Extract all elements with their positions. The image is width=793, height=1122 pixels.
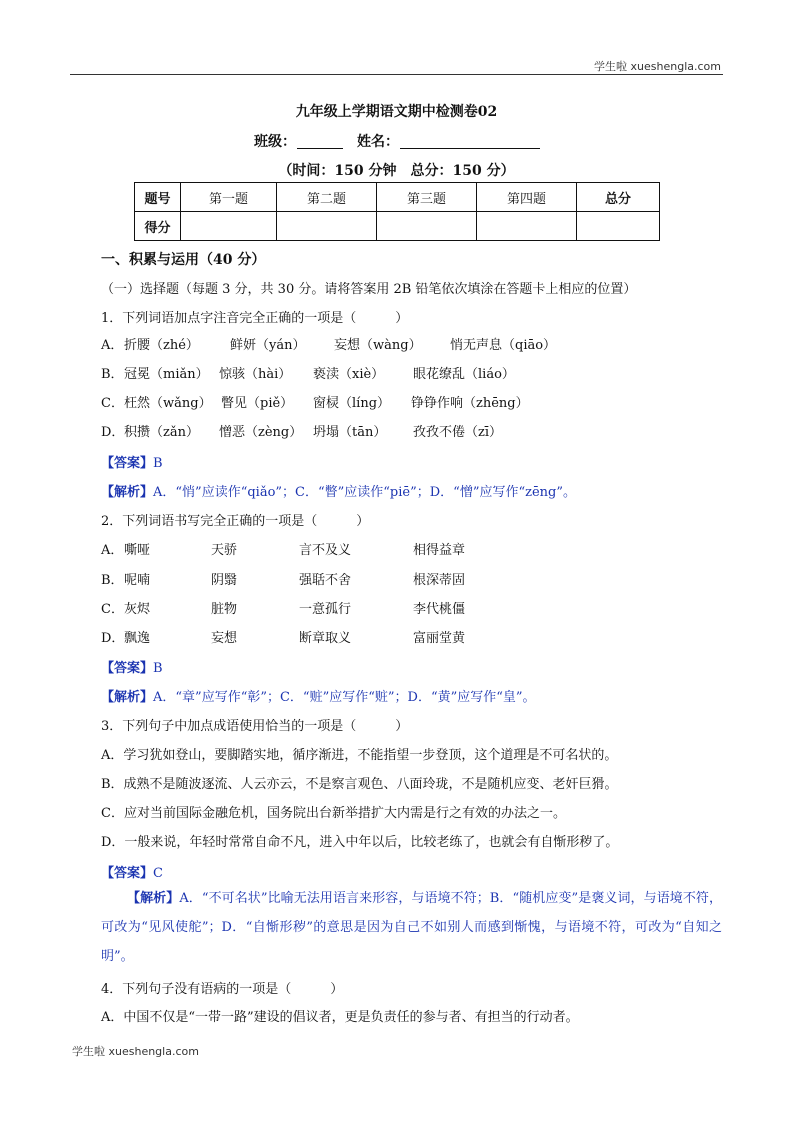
score-row-label: 得分	[135, 212, 181, 241]
option-item: 窗棂（líng）	[313, 396, 391, 411]
option-item: 枉然（wǎng）	[124, 396, 212, 411]
header-site: 学生啦 xueshengla.com	[594, 60, 721, 73]
explain-tag: 【解析】	[101, 485, 154, 500]
option-item: 孜孜不倦（zī）	[413, 425, 503, 440]
explain-tag: 【解析】	[101, 690, 154, 705]
explain-text: A．“不可名状”比喻无法用语言来形容，与语境不符；B．“随机应变”是褒义词，与语境不符，可改为“见风使舵”；D．“自惭形秽”的意思是因为自己不如别人而感到惭愧，与语境不符，可改为“自知之明”。	[101, 891, 722, 964]
option-item: 折腰（zhé）	[124, 338, 199, 353]
question-3-option-a: A．学习犹如登山，要脚踏实地，循序渐进，不能指望一步登顶，这个道理是不可名状的。	[101, 748, 618, 763]
answer-tag: 【答案】	[101, 661, 154, 676]
option-item: 阴翳	[211, 573, 238, 588]
class-label: 班级：	[254, 134, 296, 150]
score-table-score-row	[135, 212, 660, 241]
question-4-option-a: A．中国不仅是“一带一路”建设的倡议者，更是负责任的参与者、有担当的行动者。	[101, 1010, 579, 1025]
answer-value: B	[153, 456, 163, 471]
question-4-stem: 4．下列句子没有语病的一项是（ ）	[101, 982, 344, 997]
score-cell	[377, 212, 477, 241]
option-item: 相得益章	[413, 543, 466, 558]
option-item: 冠冕（miǎn）	[124, 367, 209, 382]
score-table-header-row	[135, 183, 660, 212]
question-3-answer	[101, 862, 163, 881]
option-item: 悄无声息（qiāo）	[450, 338, 557, 353]
explain-tag: 【解析】	[127, 891, 180, 906]
question-3-option-b: B．成熟不是随波逐流、人云亦云，不是察言观色、八面玲珑，不是随机应变、老奸巨猾。	[101, 777, 618, 792]
question-1-stem: 1．下列词语加点字注音完全正确的一项是（ ）	[101, 311, 409, 326]
question-3-option-d: D．一般来说，年轻时常常自命不凡，进入中年以后，比较老练了，也就会有自惭形秽了。	[101, 835, 619, 850]
explain-text: A．“悄”应读作“qiǎo”；C．“瞥”应读作“piē”；D．“憎”应写作“zēng”。	[153, 485, 576, 500]
option-item: 惊骇（hài）	[219, 367, 292, 382]
answer-value: C	[153, 866, 163, 881]
question-2-explanation	[101, 686, 536, 705]
question-3-stem: 3．下列句子中加点成语使用恰当的一项是（ ）	[101, 719, 409, 734]
score-cell	[181, 212, 277, 241]
option-letter: D．	[101, 425, 125, 440]
option-item: 瞥见（piě）	[221, 396, 294, 411]
page-title: 九年级上学期语文期中检测卷02	[295, 104, 498, 120]
answer-value: B	[153, 661, 163, 676]
option-item: 铮铮作响（zhēng）	[411, 396, 529, 411]
score-table-header: 总分	[577, 183, 660, 212]
option-item: 亵渎（xiè）	[313, 367, 385, 382]
option-item: 强聒不舍	[299, 573, 352, 588]
option-item: 积攒（zǎn）	[124, 425, 199, 440]
option-item: 憎恶（zèng）	[219, 425, 303, 440]
score-table-header: 第四题	[477, 183, 577, 212]
option-item: 灰烬	[124, 602, 151, 617]
score-cell	[477, 212, 577, 241]
question-3-explanation	[101, 884, 722, 971]
option-item: 根深蒂固	[413, 573, 466, 588]
score-cell	[277, 212, 377, 241]
option-item: 一意孤行	[299, 602, 352, 617]
option-item: 飘逸	[124, 631, 151, 646]
question-2-stem: 2．下列词语书写完全正确的一项是（ ）	[101, 514, 370, 529]
option-item: 李代桃僵	[413, 602, 466, 617]
score-table-header: 第一题	[181, 183, 277, 212]
question-3-option-c: C．应对当前国际金融危机，国务院出台新举措扩大内需是行之有效的办法之一。	[101, 806, 566, 821]
option-item: 呢喃	[124, 573, 151, 588]
option-letter: C．	[101, 602, 124, 617]
option-item: 眼花缭乱（liáo）	[413, 367, 515, 382]
option-letter: A．	[101, 543, 124, 558]
section-intro: （一）选择题（每题 3 分，共 30 分。请将答案用 2B 铅笔依次填涂在答题卡上相应的位置）	[101, 282, 637, 297]
option-letter: D．	[101, 631, 125, 646]
time-info: （时间：150 分钟 总分：150 分）	[278, 163, 515, 179]
section-heading: 一、积累与运用（40 分）	[101, 252, 266, 268]
option-letter: B．	[101, 367, 124, 382]
name-blank	[400, 148, 540, 149]
footer-site: 学生啦 xueshengla.com	[72, 1045, 199, 1058]
option-letter: C．	[101, 396, 124, 411]
answer-tag: 【答案】	[101, 456, 154, 471]
question-2-answer	[101, 657, 163, 676]
score-table-header: 第二题	[277, 183, 377, 212]
option-item: 坍塌（tān）	[313, 425, 387, 440]
option-item: 言不及义	[299, 543, 352, 558]
score-table-header: 题号	[135, 183, 181, 212]
explain-text: A．“章”应写作“彰”；C．“赃”应写作“赃”；D．“黄”应写作“皇”。	[153, 690, 536, 705]
option-item: 富丽堂黄	[413, 631, 466, 646]
class-blank	[297, 148, 343, 149]
header-divider	[70, 74, 723, 75]
score-table-header: 第三题	[377, 183, 477, 212]
answer-tag: 【答案】	[101, 866, 154, 881]
question-1-answer	[101, 452, 163, 471]
option-item: 断章取义	[299, 631, 352, 646]
option-letter: B．	[101, 573, 124, 588]
option-item: 妄想（wàng）	[334, 338, 422, 353]
option-item: 嘶哑	[124, 543, 151, 558]
option-item: 妄想	[211, 631, 238, 646]
option-item: 鲜妍（yán）	[230, 338, 306, 353]
score-cell	[577, 212, 660, 241]
name-label: 姓名：	[357, 134, 399, 150]
score-table	[134, 182, 660, 241]
option-item: 天骄	[211, 543, 238, 558]
option-letter: A．	[101, 338, 124, 353]
question-1-explanation	[101, 481, 576, 500]
option-item: 脏物	[211, 602, 238, 617]
